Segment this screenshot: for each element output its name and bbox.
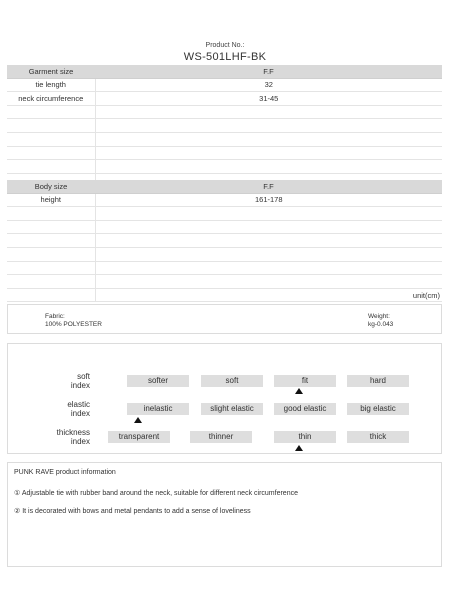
body-size-header-value: F.F	[95, 180, 442, 193]
info-line: ② It is decorated with bows and metal pendants to add a sense of loveliness	[14, 508, 251, 515]
measure-value: 32	[95, 78, 442, 92]
index-name: soft	[77, 372, 90, 381]
index-name: thickness	[56, 428, 90, 437]
empty-row	[7, 146, 442, 160]
soft-index-label	[71, 372, 90, 390]
fabric-weight-box	[7, 304, 442, 334]
empty-row	[7, 207, 442, 221]
soft-selected-marker	[295, 388, 303, 394]
fabric-value: 100% POLYESTER	[45, 321, 102, 328]
index-option: fit	[274, 375, 336, 387]
weight-label: Weight:	[368, 313, 390, 320]
empty-row	[7, 220, 442, 234]
info-line: ① Adjustable tie with rubber band around the neck, suitable for different neck circumference	[14, 490, 298, 497]
index-option: thick	[347, 431, 409, 443]
body-size-table	[7, 180, 442, 302]
thickness-index-label	[57, 428, 90, 446]
empty-row	[7, 275, 442, 289]
garment-size-header-value: F.F	[95, 65, 442, 78]
product-number-label: Product No.:	[205, 42, 245, 49]
index-option: thinner	[190, 431, 252, 443]
index-option: soft	[201, 375, 263, 387]
table-row	[7, 193, 442, 207]
measure-value: 161-178	[95, 193, 442, 207]
garment-size-table	[7, 65, 442, 187]
table-row	[7, 78, 442, 92]
empty-row	[7, 160, 442, 174]
fabric-info	[45, 313, 102, 329]
elastic-selected-marker	[134, 417, 142, 423]
index-option: big elastic	[347, 403, 409, 415]
index-option: hard	[347, 375, 409, 387]
garment-size-header-label: Garment size	[7, 65, 95, 78]
unit-label: unit(cm)	[95, 288, 442, 302]
body-size-header-label: Body size	[7, 180, 95, 193]
empty-row	[7, 247, 442, 261]
index-suffix: index	[70, 437, 90, 446]
garment-size-header	[7, 65, 442, 78]
index-suffix: index	[70, 409, 90, 418]
empty-row	[7, 105, 442, 119]
measure-name: height	[7, 193, 95, 207]
index-option: inelastic	[127, 403, 189, 415]
measure-value: 31-45	[95, 92, 442, 106]
unit-row	[7, 288, 442, 302]
index-name: elastic	[67, 400, 90, 409]
index-option: thin	[274, 431, 336, 443]
info-title: PUNK RAVE product information	[14, 469, 116, 476]
elastic-index-label	[67, 400, 90, 418]
body-size-header	[7, 180, 442, 193]
measure-name: tie length	[7, 78, 95, 92]
index-option: good elastic	[274, 403, 336, 415]
index-option: softer	[127, 375, 189, 387]
thickness-selected-marker	[295, 445, 303, 451]
product-info-box	[7, 462, 442, 567]
weight-info	[368, 313, 393, 329]
weight-value: kg-0.043	[368, 321, 394, 328]
table-row	[7, 92, 442, 106]
product-code: WS-501LHF-BK	[183, 51, 267, 63]
index-suffix: index	[70, 381, 90, 390]
empty-row	[7, 119, 442, 133]
empty-row	[7, 234, 442, 248]
fabric-label: Fabric:	[45, 313, 65, 320]
fabric-index-box	[7, 343, 442, 454]
empty-row	[7, 261, 442, 275]
index-option: transparent	[108, 431, 170, 443]
measure-name: neck circumference	[7, 92, 95, 106]
index-option: slight elastic	[201, 403, 263, 415]
empty-row	[7, 132, 442, 146]
